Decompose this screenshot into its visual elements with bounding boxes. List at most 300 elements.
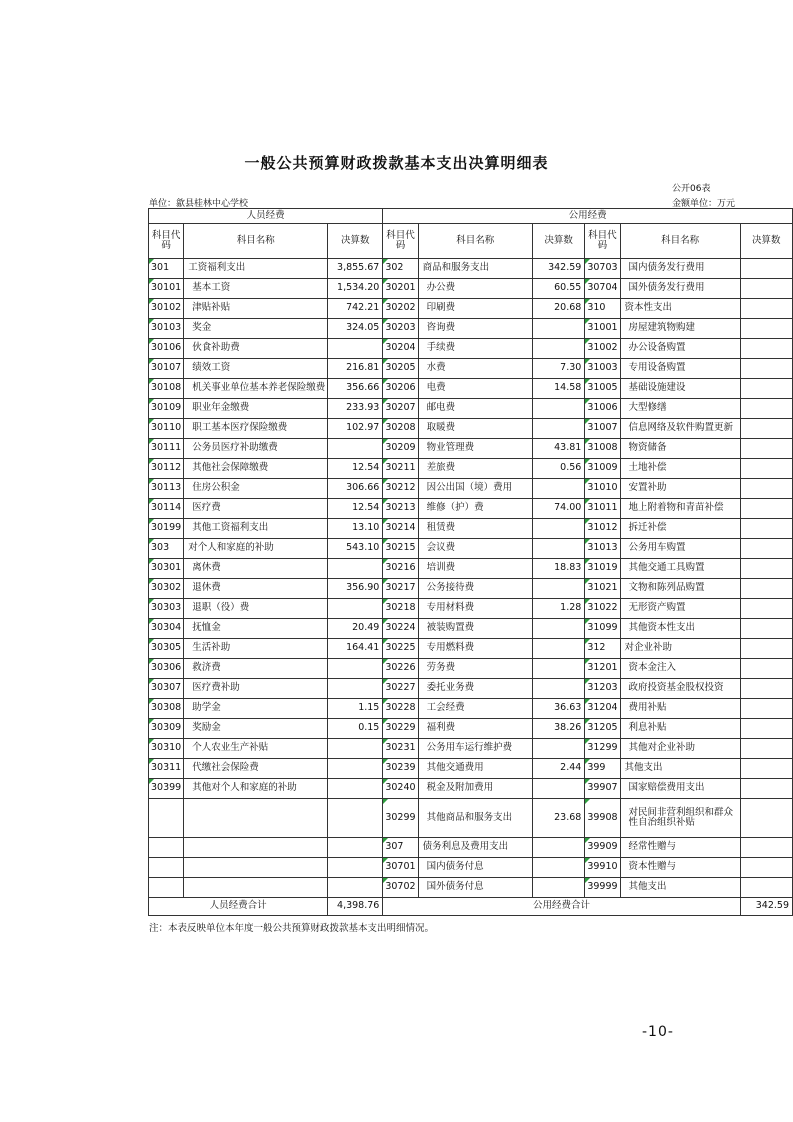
- subject-code-cell: 31204: [585, 699, 620, 719]
- subject-code-cell: 30113: [149, 479, 184, 499]
- subject-code-cell: 30101: [149, 279, 184, 299]
- amount-cell: [532, 878, 584, 898]
- table-row: [149, 419, 793, 439]
- subject-code-cell: 30215: [383, 539, 418, 559]
- subject-code-cell: 30226: [383, 659, 418, 679]
- subject-name-cell: 伙食补助费: [184, 339, 328, 359]
- subject-code-cell: 30201: [383, 279, 418, 299]
- amount-cell: [740, 858, 792, 878]
- subject-code-cell: 31010: [585, 479, 620, 499]
- table-row: [149, 399, 793, 419]
- table-row: [149, 439, 793, 459]
- subject-name-cell: 资本性赠与: [620, 858, 740, 878]
- subject-code-cell: 30205: [383, 359, 418, 379]
- amount-cell: [740, 539, 792, 559]
- table-row: [149, 519, 793, 539]
- subject-code-cell: 30199: [149, 519, 184, 539]
- subject-name-cell: 房屋建筑物购建: [620, 319, 740, 339]
- subject-code-cell: 30399: [149, 779, 184, 799]
- amount-cell: 0.15: [328, 719, 383, 739]
- subject-code-cell: 39907: [585, 779, 620, 799]
- amount-cell: [740, 339, 792, 359]
- subject-code-cell: [149, 838, 184, 858]
- subject-code-cell: 31001: [585, 319, 620, 339]
- amount-cell: 12.54: [328, 499, 383, 519]
- table-row: [149, 559, 793, 579]
- subject-name-cell: 电费: [418, 379, 532, 399]
- subject-name-cell: 国内债务发行费用: [620, 259, 740, 279]
- subject-code-cell: 30204: [383, 339, 418, 359]
- subject-name-cell: 奖励金: [184, 719, 328, 739]
- table-row: [149, 759, 793, 779]
- subject-name-cell: 政府投资基金股权投资: [620, 679, 740, 699]
- subject-name-cell: 其他资本性支出: [620, 619, 740, 639]
- subject-code-cell: 31007: [585, 419, 620, 439]
- subject-name-cell: 取暖费: [418, 419, 532, 439]
- table-row: [149, 878, 793, 898]
- subject-code-cell: 30216: [383, 559, 418, 579]
- amount-cell: [740, 838, 792, 858]
- subject-name-cell: 医疗费补助: [184, 679, 328, 699]
- amount-cell: [740, 279, 792, 299]
- table-row: [149, 619, 793, 639]
- subject-name-cell: 大型修缮: [620, 399, 740, 419]
- amount-cell: 1.28: [532, 599, 584, 619]
- subject-name-cell: 文物和陈列品购置: [620, 579, 740, 599]
- amount-cell: [532, 539, 584, 559]
- subject-name-cell: 手续费: [418, 339, 532, 359]
- table-row: [149, 719, 793, 739]
- subject-code-cell: 303: [149, 539, 184, 559]
- subject-code-cell: 30112: [149, 459, 184, 479]
- amount-cell: [740, 459, 792, 479]
- subject-code-cell: 30704: [585, 279, 620, 299]
- subject-code-cell: 30208: [383, 419, 418, 439]
- subject-name-cell: 地上附着物和青苗补偿: [620, 499, 740, 519]
- subject-name-cell: 工会经费: [418, 699, 532, 719]
- amount-cell: [740, 639, 792, 659]
- amount-cell: [328, 559, 383, 579]
- amount-cell: [740, 439, 792, 459]
- amount-cell: [532, 519, 584, 539]
- subject-code-cell: 30212: [383, 479, 418, 499]
- amount-header: 决算数: [532, 224, 584, 259]
- table-row: [149, 858, 793, 878]
- name-header: 科目名称: [418, 224, 532, 259]
- subject-name-cell: 物资储备: [620, 439, 740, 459]
- amount-cell: [328, 799, 383, 838]
- subject-name-cell: 公务接待费: [418, 579, 532, 599]
- subject-name-cell: 公务员医疗补助缴费: [184, 439, 328, 459]
- subject-code-cell: 39908: [585, 799, 620, 838]
- amount-cell: [532, 639, 584, 659]
- subject-name-cell: 专用材料费: [418, 599, 532, 619]
- amount-cell: 356.90: [328, 579, 383, 599]
- amount-cell: 306.66: [328, 479, 383, 499]
- personnel-total-value: 4,398.76: [328, 898, 383, 916]
- amount-cell: [532, 838, 584, 858]
- amount-cell: [740, 359, 792, 379]
- amount-cell: [740, 559, 792, 579]
- amount-cell: [740, 739, 792, 759]
- subject-code-cell: 30239: [383, 759, 418, 779]
- page-title: 一般公共预算财政拨款基本支出决算明细表: [244, 154, 549, 172]
- subject-code-cell: 30303: [149, 599, 184, 619]
- table-row: [149, 579, 793, 599]
- subject-name-cell: 无形资产购置: [620, 599, 740, 619]
- form-number: 公开06表: [672, 184, 711, 194]
- code-header: 科目代码: [585, 224, 620, 259]
- table-note: 注：本表反映单位本年度一般公共预算财政拨款基本支出明细情况。: [149, 923, 435, 934]
- subject-code-cell: 30306: [149, 659, 184, 679]
- subject-name-cell: 差旅费: [418, 459, 532, 479]
- table-row: [149, 479, 793, 499]
- amount-cell: [740, 679, 792, 699]
- subject-name-cell: 绩效工资: [184, 359, 328, 379]
- subject-name-cell: 奖金: [184, 319, 328, 339]
- amount-cell: [532, 659, 584, 679]
- amount-cell: [740, 779, 792, 799]
- subject-name-cell: 其他对企业补助: [620, 739, 740, 759]
- amount-cell: [740, 759, 792, 779]
- table-row: [149, 639, 793, 659]
- table-row: [149, 838, 793, 858]
- amount-cell: 12.54: [328, 459, 383, 479]
- table-row: [149, 779, 793, 799]
- amount-cell: [740, 599, 792, 619]
- amount-cell: 216.81: [328, 359, 383, 379]
- subject-code-cell: 31203: [585, 679, 620, 699]
- subject-code-cell: [149, 878, 184, 898]
- subject-name-cell: 资本金注入: [620, 659, 740, 679]
- subject-name-cell: 福利费: [418, 719, 532, 739]
- subject-code-cell: 30202: [383, 299, 418, 319]
- table-row: [149, 679, 793, 699]
- amount-cell: 14.58: [532, 379, 584, 399]
- subject-name-cell: 其他社会保障缴费: [184, 459, 328, 479]
- subject-code-cell: 30217: [383, 579, 418, 599]
- subject-name-cell: 债务利息及费用支出: [418, 838, 532, 858]
- subject-name-cell: 税金及附加费用: [418, 779, 532, 799]
- amount-cell: 1,534.20: [328, 279, 383, 299]
- amount-cell: 356.66: [328, 379, 383, 399]
- public-group-header: 公用经费: [383, 209, 793, 224]
- subject-name-cell: 助学金: [184, 699, 328, 719]
- unit-label: 单位：歙县桂林中心学校: [149, 199, 249, 209]
- amount-cell: 164.41: [328, 639, 383, 659]
- table-row: [149, 299, 793, 319]
- amount-cell: 1.15: [328, 699, 383, 719]
- table-row: [149, 659, 793, 679]
- subject-code-cell: 30213: [383, 499, 418, 519]
- amount-cell: [740, 878, 792, 898]
- amount-header: 决算数: [328, 224, 383, 259]
- subject-name-cell: 机关事业单位基本养老保险缴费: [184, 379, 328, 399]
- subject-name-cell: 水费: [418, 359, 532, 379]
- subject-code-cell: 30107: [149, 359, 184, 379]
- subject-name-cell: 咨询费: [418, 319, 532, 339]
- subject-name-cell: 商品和服务支出: [418, 259, 532, 279]
- amount-cell: [740, 319, 792, 339]
- subject-name-cell: 劳务费: [418, 659, 532, 679]
- subject-name-cell: 维修（护）费: [418, 499, 532, 519]
- subject-code-cell: 30307: [149, 679, 184, 699]
- amount-cell: [328, 779, 383, 799]
- subject-code-cell: 30311: [149, 759, 184, 779]
- amount-cell: [532, 679, 584, 699]
- subject-name-cell: 个人农业生产补贴: [184, 739, 328, 759]
- subject-code-cell: 39910: [585, 858, 620, 878]
- amount-cell: [328, 858, 383, 878]
- subject-code-cell: 30106: [149, 339, 184, 359]
- amount-cell: [328, 339, 383, 359]
- subject-code-cell: 30702: [383, 878, 418, 898]
- subject-name-cell: 租赁费: [418, 519, 532, 539]
- subject-code-cell: 30211: [383, 459, 418, 479]
- amount-header: 决算数: [740, 224, 792, 259]
- subject-name-cell: 其他交通工具购置: [620, 559, 740, 579]
- subject-name-cell: 对民间非营利组织和群众性自治组织补贴: [620, 799, 740, 838]
- subject-name-cell: 专用设备购置: [620, 359, 740, 379]
- amount-cell: [328, 759, 383, 779]
- subject-name-cell: 办公费: [418, 279, 532, 299]
- amount-cell: 74.00: [532, 499, 584, 519]
- amount-cell: 3,855.67: [328, 259, 383, 279]
- subject-name-cell: 对个人和家庭的补助: [184, 539, 328, 559]
- subject-code-cell: 31019: [585, 559, 620, 579]
- subject-name-cell: [184, 838, 328, 858]
- amount-cell: [532, 319, 584, 339]
- subject-code-cell: 31003: [585, 359, 620, 379]
- amount-cell: [740, 619, 792, 639]
- subject-name-cell: 其他交通费用: [418, 759, 532, 779]
- subject-code-cell: 30114: [149, 499, 184, 519]
- amount-cell: [532, 339, 584, 359]
- amount-cell: [328, 679, 383, 699]
- subject-name-cell: 基础设施建设: [620, 379, 740, 399]
- subject-code-cell: 31008: [585, 439, 620, 459]
- table-row: [149, 539, 793, 559]
- subject-name-cell: 其他商品和服务支出: [418, 799, 532, 838]
- amount-cell: [740, 659, 792, 679]
- amount-cell: [740, 519, 792, 539]
- subject-code-cell: 302: [383, 259, 418, 279]
- subject-code-cell: 30227: [383, 679, 418, 699]
- subject-name-cell: [184, 858, 328, 878]
- subject-name-cell: 救济费: [184, 659, 328, 679]
- subject-name-cell: 专用燃料费: [418, 639, 532, 659]
- public-total-label: 公用经费合计: [383, 898, 740, 916]
- subject-code-cell: 301: [149, 259, 184, 279]
- table-row: [149, 319, 793, 339]
- amount-cell: 20.68: [532, 299, 584, 319]
- subject-name-cell: [184, 799, 328, 838]
- amount-cell: [532, 739, 584, 759]
- amount-cell: [532, 479, 584, 499]
- subject-name-cell: 其他支出: [620, 759, 740, 779]
- amount-cell: 13.10: [328, 519, 383, 539]
- subject-code-cell: 30302: [149, 579, 184, 599]
- personnel-group-header: 人员经费: [149, 209, 383, 224]
- amount-cell: [740, 259, 792, 279]
- subject-name-cell: 住房公积金: [184, 479, 328, 499]
- subject-name-cell: 会议费: [418, 539, 532, 559]
- subject-code-cell: 30102: [149, 299, 184, 319]
- subject-name-cell: 基本工资: [184, 279, 328, 299]
- subject-code-cell: 30103: [149, 319, 184, 339]
- subject-code-cell: 30218: [383, 599, 418, 619]
- subject-code-cell: 30108: [149, 379, 184, 399]
- subject-code-cell: 30207: [383, 399, 418, 419]
- table-row: [149, 599, 793, 619]
- amount-cell: 36.63: [532, 699, 584, 719]
- amount-cell: [740, 399, 792, 419]
- subject-code-cell: 307: [383, 838, 418, 858]
- amount-cell: 7.30: [532, 359, 584, 379]
- subject-code-cell: 30209: [383, 439, 418, 459]
- table-row: [149, 359, 793, 379]
- subject-code-cell: 30206: [383, 379, 418, 399]
- amount-cell: 233.93: [328, 399, 383, 419]
- subject-name-cell: 邮电费: [418, 399, 532, 419]
- amount-cell: 102.97: [328, 419, 383, 439]
- amount-cell: 23.68: [532, 799, 584, 838]
- table-row: [149, 259, 793, 279]
- page-number: -10-: [642, 1024, 674, 1040]
- subject-name-cell: 对企业补助: [620, 639, 740, 659]
- subject-code-cell: 31002: [585, 339, 620, 359]
- amount-cell: [740, 799, 792, 838]
- amount-cell: [740, 419, 792, 439]
- subject-code-cell: 312: [585, 639, 620, 659]
- subject-code-cell: 30703: [585, 259, 620, 279]
- subject-code-cell: 30701: [383, 858, 418, 878]
- subject-code-cell: 30308: [149, 699, 184, 719]
- amount-cell: 38.26: [532, 719, 584, 739]
- subject-code-cell: 30109: [149, 399, 184, 419]
- amount-cell: [532, 579, 584, 599]
- subject-code-cell: 399: [585, 759, 620, 779]
- public-total-value: 342.59: [740, 898, 792, 916]
- subject-code-cell: 30214: [383, 519, 418, 539]
- subject-name-cell: 其他对个人和家庭的补助: [184, 779, 328, 799]
- subject-code-cell: 31021: [585, 579, 620, 599]
- code-header: 科目代码: [383, 224, 418, 259]
- table-row: [149, 279, 793, 299]
- expenditure-table: [148, 208, 793, 916]
- subject-code-cell: 31299: [585, 739, 620, 759]
- table-row: [149, 699, 793, 719]
- subject-name-cell: 经常性赠与: [620, 838, 740, 858]
- table-row: [149, 339, 793, 359]
- subject-name-cell: 退职（役）费: [184, 599, 328, 619]
- subject-name-cell: 职工基本医疗保险缴费: [184, 419, 328, 439]
- amount-cell: [328, 659, 383, 679]
- subject-code-cell: 30203: [383, 319, 418, 339]
- subject-code-cell: [149, 858, 184, 878]
- subject-name-cell: 公务用车运行维护费: [418, 739, 532, 759]
- subject-code-cell: 31099: [585, 619, 620, 639]
- amount-cell: [740, 499, 792, 519]
- subject-code-cell: 30304: [149, 619, 184, 639]
- code-header: 科目代码: [149, 224, 184, 259]
- subject-name-cell: [184, 878, 328, 898]
- subject-code-cell: 30309: [149, 719, 184, 739]
- subject-code-cell: 30305: [149, 639, 184, 659]
- subject-name-cell: 办公设备购置: [620, 339, 740, 359]
- amount-cell: [328, 599, 383, 619]
- amount-cell: 2.44: [532, 759, 584, 779]
- subject-name-cell: 培训费: [418, 559, 532, 579]
- amount-cell: [532, 419, 584, 439]
- subject-name-cell: 国内债务付息: [418, 858, 532, 878]
- subject-code-cell: 30111: [149, 439, 184, 459]
- subject-name-cell: 生活补助: [184, 639, 328, 659]
- subject-name-cell: 其他工资福利支出: [184, 519, 328, 539]
- subject-code-cell: 31012: [585, 519, 620, 539]
- amount-cell: 543.10: [328, 539, 383, 559]
- subject-name-cell: 其他支出: [620, 878, 740, 898]
- subject-name-cell: 代缴社会保险费: [184, 759, 328, 779]
- subject-name-cell: 工资福利支出: [184, 259, 328, 279]
- table-row: [149, 499, 793, 519]
- subject-name-cell: 信息网络及软件购置更新: [620, 419, 740, 439]
- subject-code-cell: [149, 799, 184, 838]
- personnel-total-label: 人员经费合计: [149, 898, 328, 916]
- table-row: [149, 739, 793, 759]
- subject-name-cell: 国外债务付息: [418, 878, 532, 898]
- subject-name-cell: 资本性支出: [620, 299, 740, 319]
- subject-name-cell: 国家赔偿费用支出: [620, 779, 740, 799]
- subject-code-cell: 30240: [383, 779, 418, 799]
- subject-name-cell: 委托业务费: [418, 679, 532, 699]
- amount-cell: 342.59: [532, 259, 584, 279]
- amount-cell: [532, 619, 584, 639]
- subject-code-cell: 30231: [383, 739, 418, 759]
- amount-cell: 18.83: [532, 559, 584, 579]
- table-row: [149, 379, 793, 399]
- amount-cell: 324.05: [328, 319, 383, 339]
- subject-code-cell: 30110: [149, 419, 184, 439]
- amount-cell: 60.55: [532, 279, 584, 299]
- amount-cell: 20.49: [328, 619, 383, 639]
- subject-code-cell: 31009: [585, 459, 620, 479]
- amount-cell: [328, 439, 383, 459]
- subject-code-cell: 31005: [585, 379, 620, 399]
- subject-code-cell: 30224: [383, 619, 418, 639]
- name-header: 科目名称: [184, 224, 328, 259]
- name-header: 科目名称: [620, 224, 740, 259]
- amount-cell: 0.56: [532, 459, 584, 479]
- subject-name-cell: 公务用车购置: [620, 539, 740, 559]
- table-row: [149, 799, 793, 838]
- subject-code-cell: 31022: [585, 599, 620, 619]
- subject-name-cell: 医疗费: [184, 499, 328, 519]
- amount-cell: [740, 479, 792, 499]
- amount-cell: [740, 579, 792, 599]
- amount-cell: 742.21: [328, 299, 383, 319]
- subject-code-cell: 30229: [383, 719, 418, 739]
- amount-cell: 43.81: [532, 439, 584, 459]
- amount-cell: [328, 838, 383, 858]
- amount-cell: [532, 779, 584, 799]
- amount-cell: [740, 699, 792, 719]
- subject-name-cell: 土地补偿: [620, 459, 740, 479]
- amount-cell: [740, 379, 792, 399]
- subject-code-cell: 30228: [383, 699, 418, 719]
- subject-name-cell: 抚恤金: [184, 619, 328, 639]
- subject-name-cell: 印刷费: [418, 299, 532, 319]
